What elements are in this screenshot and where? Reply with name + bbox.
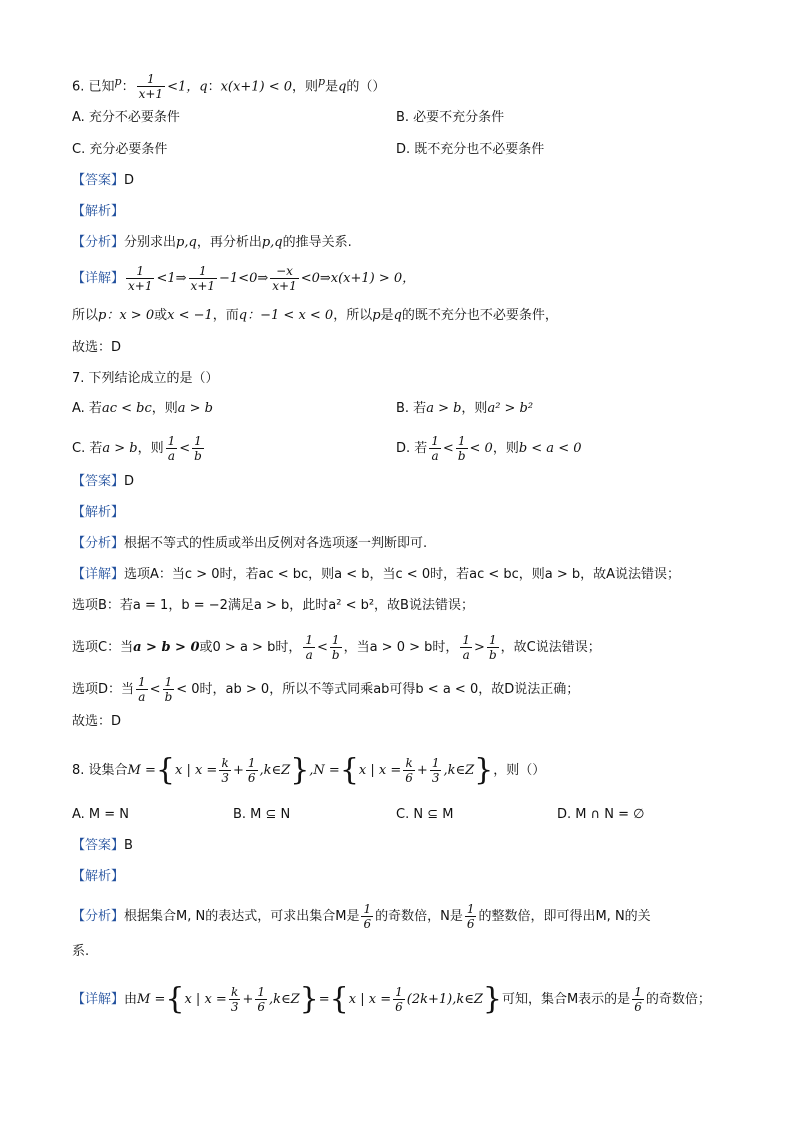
q6-answer-value: D: [124, 173, 135, 188]
q7-final-choice: 故选：D: [72, 714, 122, 729]
q6-stem-prefix: 6. 已知: [72, 79, 115, 95]
q7-option-b: B. 若a > b，则a² > b²: [396, 401, 534, 416]
q6-option-b: B. 必要不充分条件: [396, 110, 505, 125]
q7-jiexi: 【解析】: [72, 505, 125, 520]
q8-stem: 8. 设集合M ={x | x = $\frac{k}{3}$ + $\frac{1}{6}$ ,k∈Z},N ={x | x = $\frac{k}{6}$ + $\frac{1}{3}$ ,k∈Z}，则（）: [72, 752, 546, 788]
q8-option-a: A. M = N: [72, 807, 130, 822]
q6-is: 是: [325, 79, 339, 95]
q6-fenxi: 【分析】分别求出p,q，再分析出p,q的推导关系.: [72, 235, 352, 250]
q7-option-a: A. 若ac < bc，则a > b: [72, 401, 213, 416]
q8-xiangjie: 【详解】由M ={x | x = $\frac{k}{3}$ + $\frac{1}{6}$ ,k∈Z}={x | x = $\frac{1}{6}$ (2k+1),k∈Z}可知，集合M表示的是 $\frac{1}{6}$ 的奇数倍；: [72, 981, 711, 1017]
q6-stem-end: 的（）: [346, 79, 386, 95]
q6-xiangjie: 【详解】 $\frac{1}{x+1}$ <1⇒ $\frac{1}{x+1}$ −1<0⇒ $\frac{-x}{x+1}$ <0⇒x(x+1) > 0，: [72, 264, 416, 293]
q7-option-d: D. 若 $\frac{1}{a}$ < $\frac{1}{b}$ < 0，则b < a < 0: [396, 434, 582, 463]
q6-fraction: $\frac{1}{x+1}$: [138, 72, 164, 102]
q6-option-d: D. 既不充分也不必要条件: [396, 142, 545, 157]
q6-stem: [72, 72, 385, 101]
q6-stem-post: ，则: [292, 79, 319, 95]
q6-p: p: [114, 75, 122, 88]
q6-answer: [72, 171, 134, 191]
q7-stem: 7. 下列结论成立的是（）: [72, 371, 219, 386]
q7-answer: 【答案】D: [72, 474, 135, 489]
q6-lt1: <1，: [167, 79, 200, 95]
q6-jiexi: 【解析】: [72, 204, 125, 219]
q6-conclusion: 所以p：x > 0或x < −1，而q：−1 < x < 0，所以p是q的既不充分也不必要条件，: [72, 308, 558, 323]
q6-q: q: [199, 79, 208, 95]
q6-q-expr: x(x+1) < 0: [220, 79, 292, 95]
q6-option-a: A. 充分不必要条件: [72, 110, 180, 125]
q6-q2: q: [338, 79, 347, 95]
q7-xiangjie-b: 选项B：若a = 1，b = −2满足a > b，此时a² < b²，故B说法错误；: [72, 598, 474, 613]
q6-colon: ：: [121, 79, 135, 95]
q7-xiangjie-d: 选项D：当 $\frac{1}{a}$ < $\frac{1}{b}$ < 0时，ab > 0，所以不等式同乘ab可得b < a < 0，故D说法正确；: [72, 675, 580, 704]
q6-q-colon: ：: [207, 79, 221, 95]
q6-answer-tag: 【答案】: [72, 173, 125, 188]
q7-option-c: C. 若a > b，则 $\frac{1}{a}$ < $\frac{1}{b}$: [72, 434, 202, 463]
q7-xiangjie-c: 选项C：当a > b > 0或0 > a > b时， $\frac{1}{a}$ < $\frac{1}{b}$ ，当a > 0 > b时， $\frac{1}{a}$ > $\frac{1}{b}$ ，故C说法错误；: [72, 633, 601, 662]
q8-option-b: B. M ⊆ N: [233, 807, 291, 822]
q8-answer: 【答案】B: [72, 838, 133, 853]
q6-option-c: C. 充分必要条件: [72, 142, 168, 157]
q6-final-choice: 故选：D: [72, 340, 122, 355]
q8-option-c: C. N ⊆ M: [396, 807, 454, 822]
q8-option-d: D. M ∩ N = ∅: [557, 807, 645, 822]
q7-fenxi: 【分析】根据不等式的性质或举出反例对各选项逐一判断即可.: [72, 536, 428, 551]
q8-fenxi: 【分析】根据集合M, N的表达式，可求出集合M是 $\frac{1}{6}$ 的奇数倍，N是 $\frac{1}{6}$ 的整数倍，即可得出M, N的关: [72, 902, 651, 931]
q8-jiexi: 【解析】: [72, 869, 125, 884]
q7-xiangjie-a: 【详解】选项A：当c > 0时，若ac < bc，则a < b，当c < 0时，若ac < bc，则a > b，故A说法错误；: [72, 567, 681, 582]
q8-fenxi-cont: 系.: [72, 944, 90, 959]
q6-p2: p: [318, 75, 326, 88]
